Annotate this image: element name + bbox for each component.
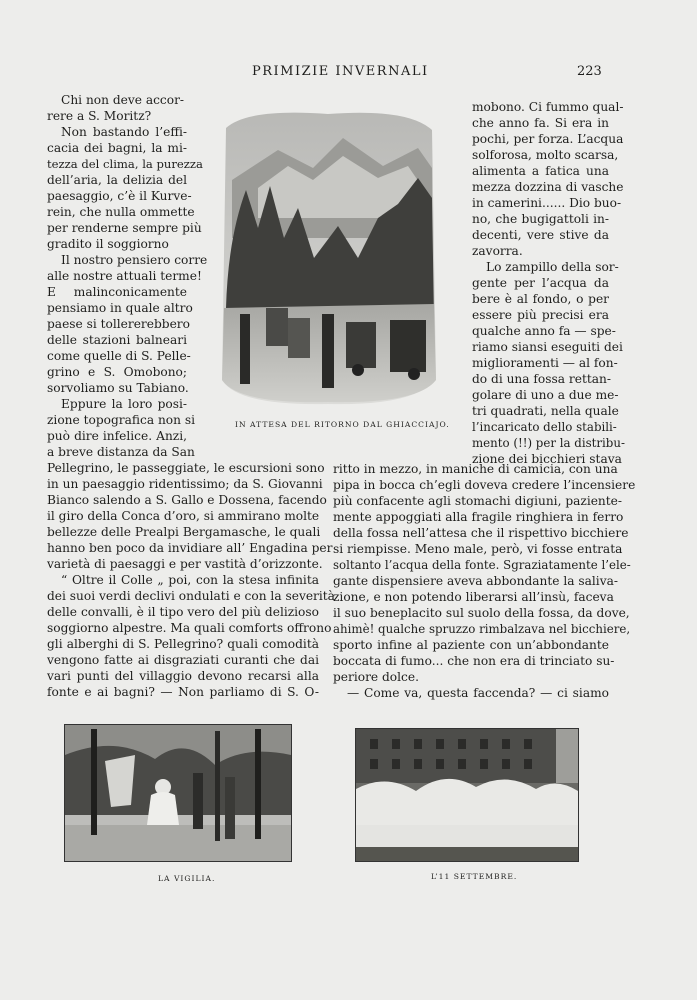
text-line: golare di uno a due me-: [472, 388, 619, 402]
photo-11-settembre-image: [356, 729, 578, 861]
text-line: varietà di paesaggi e per vastità d’orizzonte.: [47, 557, 323, 571]
photo-11-settembre: [355, 728, 579, 862]
text-line: dei suoi verdi declivi ondulati e con la severità: [47, 589, 335, 603]
text-line: che anno fa. Si era in: [472, 116, 609, 130]
text-line: delle convalli, è il tipo vero del più delizioso: [47, 605, 319, 619]
text-line: soggiorno alpestre. Ma quali comforts offrono: [47, 621, 332, 635]
text-line: Bianco salendo a S. Gallo e Dossena, facendo: [47, 493, 327, 507]
text-line: Eppure la loro posi-: [61, 397, 187, 411]
text-line: mezza dozzina di vasche: [472, 180, 624, 194]
text-line: tezza del clima, la purezza: [47, 157, 203, 171]
text-line: paesaggio, c’è il Kurve-: [47, 189, 192, 203]
running-title: PRIMIZIE INVERNALI: [252, 64, 429, 79]
text-line: delle stazioni balneari: [47, 333, 187, 347]
text-line: paese si tollererebbero: [47, 317, 190, 331]
text-line: Non bastando l’effi-: [61, 125, 187, 139]
text-line: periore dolce.: [333, 670, 419, 684]
text-line: — Come va, questa faccenda? — ci siamo: [347, 686, 609, 700]
text-line: do di una fossa rettan-: [472, 372, 611, 386]
text-line: ahimè! qualche spruzzo rimbalzava nel bicchiere,: [333, 622, 631, 636]
text-line: fonte e ai bagni? — Non parliamo di S. O-: [47, 685, 319, 699]
text-line: tri quadrati, nella quale: [472, 404, 619, 418]
text-line: pensiamo in quale altro: [47, 301, 193, 315]
text-line: il suo beneplacito sul suolo della fossa, da dove,: [333, 606, 630, 620]
text-line: soltanto l’acqua della fonte. Sgraziatamente l’ele-: [333, 558, 631, 572]
text-line: essere più precisi era: [472, 308, 609, 322]
text-line: qualche anno fa — spe-: [472, 324, 616, 338]
text-line: sporto infine al paziente con un’abbondante: [333, 638, 609, 652]
photo-la-vigilia: [64, 724, 292, 862]
text-line: Chi non deve accor-: [61, 93, 185, 107]
text-line: rein, che nulla ommette: [47, 205, 195, 219]
text-line: hanno ben poco da invidiare all’ Engadina per: [47, 541, 333, 555]
text-line: pochi, per forza. L’acqua: [472, 132, 624, 146]
text-line: Lo zampillo della sor-: [486, 260, 619, 274]
text-line: mente appoggiati alla fragile ringhiera in ferro: [333, 510, 624, 524]
text-line: decenti, vere stive da: [472, 228, 609, 242]
running-header: [0, 64, 697, 84]
text-line: no, che bugigattoli in-: [472, 212, 609, 226]
text-line: gradito il soggiorno: [47, 237, 169, 251]
caption-bottom-right: L’11 SETTEMBRE.: [431, 872, 518, 881]
text-line: boccata di fumo... che non era di trinciato su-: [333, 654, 615, 668]
text-line: l’incaricato dello stabili-: [472, 420, 617, 434]
text-line: bellezze delle Prealpi Bergamasche, le quali: [47, 525, 321, 539]
text-line: gante dispensiere aveva abbondante la saliva-: [333, 574, 618, 588]
text-line: gli alberghi di S. Pellegrino? quali comodità: [47, 637, 319, 651]
text-line: bere è al fondo, o per: [472, 292, 609, 306]
photo-glacier-waiting: [218, 108, 439, 406]
text-line: zione, e non potendo liberarsi all’insù, faceva: [333, 590, 614, 604]
text-line: solforosa, molto scarsa,: [472, 148, 619, 162]
text-line: alimenta a fatica una: [472, 164, 609, 178]
photo-la-vigilia-image: [65, 725, 291, 861]
text-line: per renderne sempre più: [47, 221, 202, 235]
text-line: Il nostro pensiero corre: [61, 253, 208, 267]
page-number: 223: [577, 64, 602, 79]
text-line: sorvoliamo su Tabiano.: [47, 381, 189, 395]
text-line: si riempisse. Meno male, però, vi fosse entrata: [333, 542, 623, 556]
text-line: gente per l’acqua da: [472, 276, 609, 290]
text-line: pipa in bocca ch’egli doveva credere l’incensiere: [333, 478, 636, 492]
text-line: alle nostre attuali terme!: [47, 269, 202, 283]
text-line: Pellegrino, le passeggiate, le escursioni sono: [47, 461, 325, 475]
text-line: grino e S. Omobono;: [47, 365, 187, 379]
text-line: della fossa nell’attesa che il rispettivo bicchiere: [333, 526, 629, 540]
caption-top-photo: IN ATTESA DEL RITORNO DAL GHIACCIAJO.: [235, 420, 450, 429]
text-line: il giro della Conca d’oro, si ammirano molte: [47, 509, 320, 523]
text-line: cacia dei bagni, la mi-: [47, 141, 187, 155]
text-line: E malinconicamente: [47, 285, 187, 299]
text-line: come quelle di S. Pelle-: [47, 349, 191, 363]
text-line: rere a S. Moritz?: [47, 109, 152, 123]
text-line: vengono fatte ai disgraziati curanti che dai: [47, 653, 319, 667]
text-line: in un paesaggio ridentissimo; da S. Giovanni: [47, 477, 323, 491]
text-line: zavorra.: [472, 244, 523, 258]
text-line: mobono. Ci fummo qual-: [472, 100, 624, 114]
text-line: più confacente agli stomachi digiuni, paziente-: [333, 494, 623, 508]
text-line: miglioramenti — al fon-: [472, 356, 618, 370]
photo-glacier-waiting-image: [218, 108, 439, 406]
text-line: “ Oltre il Colle „ poi, con la stesa infinita: [61, 573, 319, 587]
text-line: ritto in mezzo, in maniche di camicia, con una: [333, 462, 618, 476]
text-line: zione topografica non si: [47, 413, 196, 427]
text-line: zione dei bicchieri stava: [472, 452, 622, 466]
text-line: mento (!!) per la distribu-: [472, 436, 625, 450]
text-line: in camerini...... Dio buo-: [472, 196, 622, 210]
caption-bottom-left: LA VIGILIA.: [158, 874, 216, 883]
text-line: vari punti del villaggio devono recarsi alla: [47, 669, 319, 683]
text-line: può dire infelice. Anzi,: [47, 429, 187, 443]
text-line: riamo siansi eseguiti dei: [472, 340, 623, 354]
text-line: dell’aria, la delizia del: [47, 173, 187, 187]
text-line: a breve distanza da San: [47, 445, 195, 459]
